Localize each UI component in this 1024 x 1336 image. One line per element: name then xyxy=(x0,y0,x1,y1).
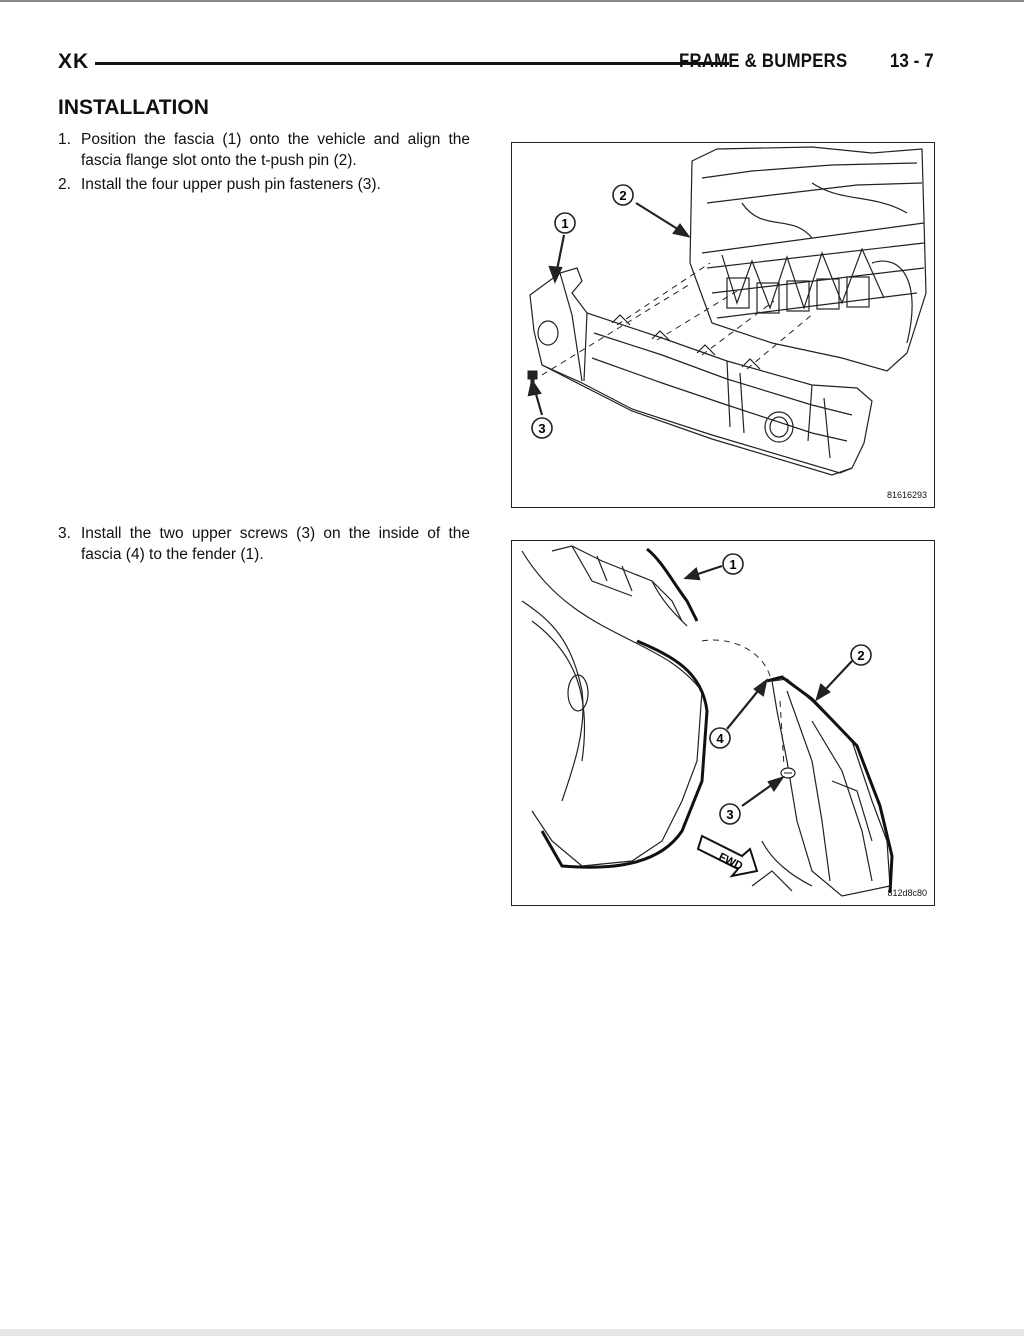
step-list-2 xyxy=(58,523,470,568)
svg-text:3: 3 xyxy=(726,807,734,822)
svg-text:1: 1 xyxy=(729,557,737,572)
step-item xyxy=(58,174,470,195)
fascia-installation-figure xyxy=(511,142,935,508)
page-header xyxy=(58,50,934,76)
step-number: 2. xyxy=(58,176,71,193)
header-rule xyxy=(95,62,729,65)
figure-id: 81616293 xyxy=(886,490,927,500)
section-title: INSTALLATION xyxy=(58,96,209,119)
svg-text:1: 1 xyxy=(561,216,569,231)
step-list-1 xyxy=(58,129,470,198)
figure-id: 812d8c80 xyxy=(887,888,927,898)
bottom-border xyxy=(0,1329,1024,1336)
step-item xyxy=(58,523,470,565)
callout-3 xyxy=(720,804,740,824)
svg-text:2: 2 xyxy=(619,188,627,203)
fascia-illustration xyxy=(512,143,934,507)
fender-illustration xyxy=(512,541,934,905)
callout-2 xyxy=(613,185,633,205)
model-code: XK xyxy=(58,50,90,73)
svg-text:3: 3 xyxy=(538,421,546,436)
step-text: Position the fascia (1) onto the vehicle and align the fascia flange slot onto the t-push pin (2). xyxy=(81,131,470,169)
callout-1 xyxy=(723,554,743,574)
step-item xyxy=(58,129,470,171)
step-text: Install the four upper push pin fasteners (3). xyxy=(81,176,381,193)
step-text: Install the two upper screws (3) on the inside of the fascia (4) to the fender (1). xyxy=(81,525,470,563)
callout-4 xyxy=(710,728,730,748)
step-number: 1. xyxy=(58,131,71,148)
svg-text:4: 4 xyxy=(716,731,724,746)
callout-2 xyxy=(851,645,871,665)
page-number: 13 - 7 xyxy=(890,51,934,72)
step-number: 3. xyxy=(58,525,71,542)
top-border xyxy=(0,0,1024,2)
callout-3 xyxy=(532,418,552,438)
fender-screw-figure xyxy=(511,540,935,906)
section-name: FRAME & BUMPERS xyxy=(679,51,848,72)
fwd-arrow-icon xyxy=(698,836,757,876)
svg-text:2: 2 xyxy=(857,648,865,663)
callout-1 xyxy=(555,213,575,233)
svg-text:FWD: FWD xyxy=(716,850,745,873)
